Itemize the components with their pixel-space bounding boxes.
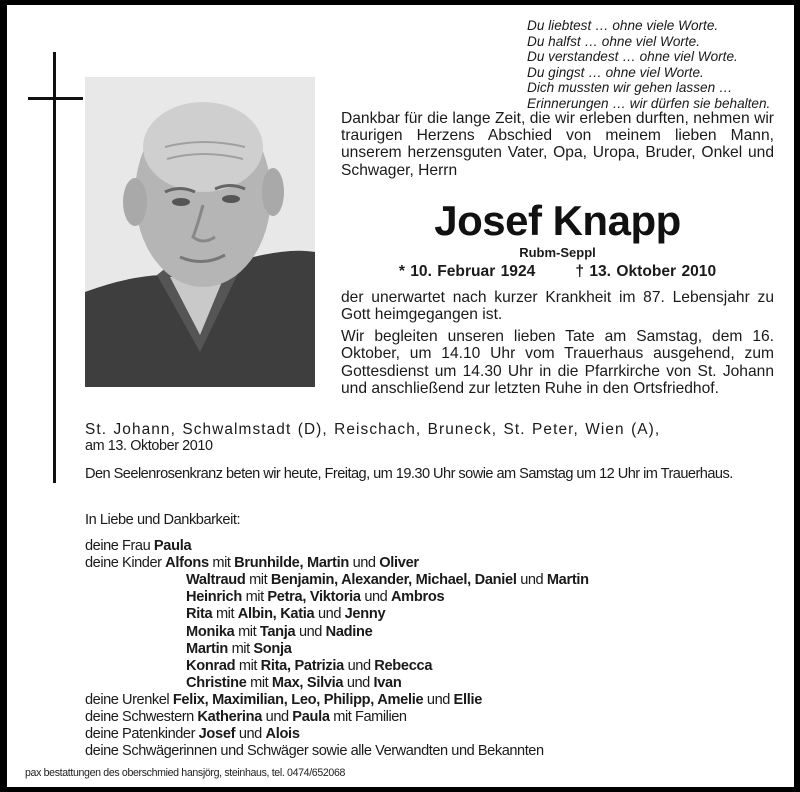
poem bbox=[527, 18, 770, 112]
intro-paragraph: Dankbar für die lange Zeit, die wir erleben durften, nehmen wir traurigen Herzens Abschied von meinem lieben Mann, unserem herzensguten Vater, Opa, Uropa, Bruder, Onkel und Schwager, Herrn bbox=[341, 110, 774, 179]
mourner-text: deine Frau bbox=[85, 538, 154, 555]
mourner-text: mit bbox=[234, 623, 260, 640]
cross-icon-horizontal-bar bbox=[28, 97, 83, 100]
mourner-name: Paula bbox=[292, 709, 330, 726]
mourner-name: Sonja bbox=[253, 640, 292, 657]
mourners-heading: In Liebe und Dankbarkeit: bbox=[85, 512, 241, 528]
mourner-text: und bbox=[344, 657, 375, 674]
mourner-rows bbox=[85, 538, 785, 760]
mourner-name: Max, Silvia bbox=[271, 674, 344, 691]
mourner-name: Brunhilde, Martin bbox=[234, 555, 349, 572]
mourner-text: und bbox=[360, 589, 391, 606]
mourner-text: mit bbox=[227, 640, 254, 657]
mourner-name: Konrad bbox=[186, 657, 236, 674]
mourner-row bbox=[85, 624, 785, 641]
mourner-row bbox=[85, 743, 785, 760]
life-dates bbox=[341, 262, 774, 282]
mourner-name: Katherina bbox=[197, 709, 263, 726]
mourner-name: Ellie bbox=[453, 691, 483, 708]
deceased-name: Josef Knapp bbox=[434, 197, 681, 244]
birth-date: * 10. Februar 1924 bbox=[398, 263, 536, 280]
mourner-text: mit bbox=[246, 674, 272, 691]
death-date: † 13. Oktober 2010 bbox=[575, 263, 717, 280]
mourner-text: mit bbox=[235, 657, 261, 674]
mourner-row bbox=[85, 709, 785, 726]
mourner-text: mit bbox=[242, 589, 268, 606]
mourner-name: Monika bbox=[186, 623, 235, 640]
mourner-text: mit bbox=[212, 606, 238, 623]
funeral-home-footer: pax bestattungen des oberschmied hansjörg, steinhaus, tel. 0474/652068 bbox=[25, 767, 346, 779]
mourner-text: und bbox=[516, 572, 547, 589]
mourner-name: Alois bbox=[265, 726, 300, 743]
mourner-text: und bbox=[349, 555, 380, 572]
death-paragraph: der unerwartet nach kurzer Krankheit im 87. Lebensjahr zu Gott heimgegangen ist. bbox=[341, 289, 774, 324]
mourner-name: Alfons bbox=[165, 555, 209, 572]
portrait-photo bbox=[85, 77, 315, 387]
mourner-name: Martin bbox=[546, 572, 589, 589]
mourner-text: mit Familien bbox=[329, 709, 407, 726]
mourner-row bbox=[85, 692, 785, 709]
mourner-name: Jenny bbox=[344, 606, 386, 623]
mourner-name: Tanja bbox=[259, 623, 296, 640]
mourner-name: Benjamin, Alexander, Michael, Daniel bbox=[270, 572, 517, 589]
poem-line: Dich mussten wir gehen lassen … bbox=[527, 80, 733, 96]
obituary-notice bbox=[7, 5, 794, 787]
mourner-row bbox=[85, 641, 785, 658]
mourner-name: Petra, Viktoria bbox=[267, 589, 361, 606]
mourner-row bbox=[85, 589, 785, 606]
mourner-text: deine Schwestern bbox=[85, 709, 198, 726]
mourner-name: Oliver bbox=[379, 555, 419, 572]
poem-line: Du gingst … ohne viel Worte. bbox=[527, 64, 704, 80]
mourner-text: und bbox=[295, 623, 326, 640]
mourner-name: Rita bbox=[186, 606, 213, 623]
funeral-paragraph: Wir begleiten unseren lieben Tate am Samstag, dem 16. Oktober, um 14.10 Uhr vom Trauerhaus ausgehend, zum Gottesdienst um 14.30 Uhr in die Pfarrkirche von St. Johann und anschließend zur letzten Ruhe in den Ortsfriedhof. bbox=[341, 328, 774, 398]
mourner-name: Felix, Maximilian, Leo, Philipp, Amelie bbox=[172, 691, 424, 708]
mourners-list bbox=[85, 512, 785, 760]
mourner-text: und bbox=[423, 691, 454, 708]
mourner-row bbox=[85, 538, 785, 555]
mourner-text: und bbox=[235, 726, 266, 743]
mourner-text: mit bbox=[208, 555, 235, 572]
deceased-nickname: Rubm-Seppl bbox=[519, 245, 596, 260]
places-and-date bbox=[85, 421, 785, 455]
mourner-name: Paula bbox=[153, 538, 192, 555]
mourner-name: Ivan bbox=[373, 674, 402, 691]
mourner-name: Josef bbox=[198, 726, 236, 743]
poem-line: Du liebtest … ohne viele Worte. bbox=[527, 18, 719, 33]
mourner-text: und bbox=[262, 709, 293, 726]
poem-line: Du verstandest … ohne viel Worte. bbox=[527, 49, 738, 65]
mourner-name: Nadine bbox=[325, 623, 373, 640]
date-line: am 13. Oktober 2010 bbox=[85, 438, 213, 454]
rosary-paragraph: Den Seelenrosenkranz beten wir heute, Freitag, um 19.30 Uhr sowie am Samstag um 12 Uhr im Trauerhaus. bbox=[85, 466, 733, 482]
mourner-row bbox=[85, 675, 785, 692]
mourner-name: Martin bbox=[186, 640, 228, 657]
mourner-row bbox=[85, 572, 785, 589]
places-line: St. Johann, Schwalmstadt (D), Reischach, Bruneck, St. Peter, Wien (A), bbox=[85, 421, 661, 438]
mourner-text: und bbox=[343, 674, 374, 691]
mourner-text: deine Kinder bbox=[85, 555, 166, 572]
mourner-name: Heinrich bbox=[186, 589, 242, 606]
mourner-row bbox=[85, 555, 785, 572]
poem-line: Du halfst … ohne viel Worte. bbox=[527, 33, 701, 49]
poem-line: Erinnerungen … wir dürfen sie behalten. bbox=[527, 95, 771, 111]
mourner-text: und bbox=[314, 606, 345, 623]
mourner-name: Albin, Katia bbox=[237, 606, 315, 623]
mourner-name: Christine bbox=[186, 674, 247, 691]
mourner-name: Rebecca bbox=[374, 657, 433, 674]
mourner-row bbox=[85, 726, 785, 743]
mourner-name: Waltraud bbox=[186, 572, 246, 589]
mourner-text: deine Urenkel bbox=[85, 691, 173, 708]
mourner-name: Rita, Patrizia bbox=[260, 657, 345, 674]
mourner-text: deine Schwägerinnen und Schwäger sowie alle Verwandten und Bekannten bbox=[85, 743, 544, 760]
mourner-row bbox=[85, 658, 785, 675]
mourner-text: mit bbox=[245, 572, 271, 589]
mourner-name: Ambros bbox=[390, 589, 445, 606]
mourner-text: deine Patenkinder bbox=[85, 726, 199, 743]
portrait-illustration bbox=[85, 77, 315, 387]
mourner-row bbox=[85, 606, 785, 623]
cross-icon-vertical-bar bbox=[53, 52, 56, 483]
